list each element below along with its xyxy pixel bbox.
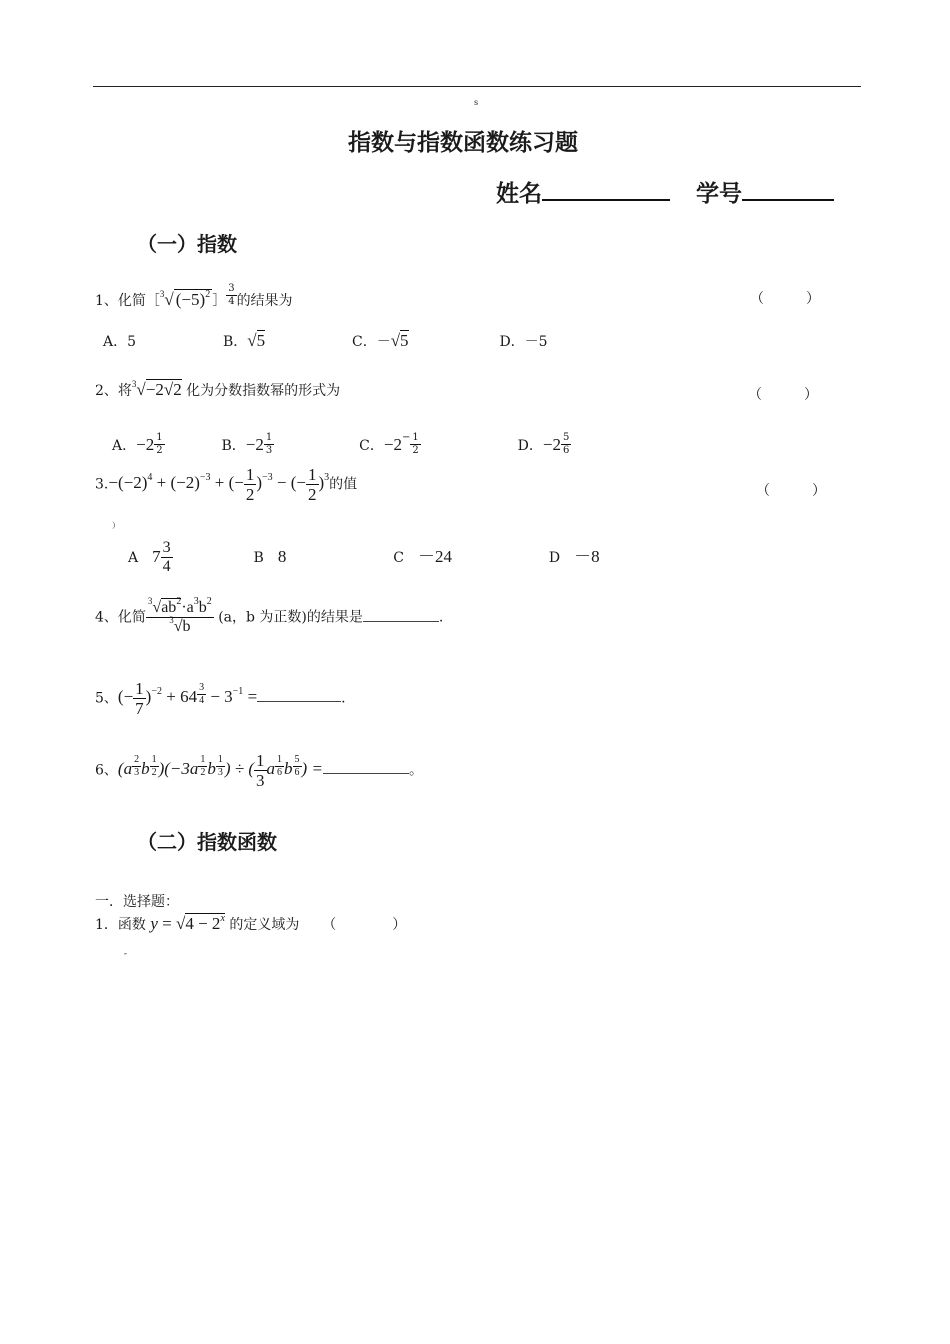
question-5: 5、(− $\frac{1}{7}$ )$^{-2}$ + 64 $\frac{3}{4}$ − $3^{-1}$ = . xyxy=(95,679,346,718)
q3-expression: $-(-2)^4 + (-2)^{-3}$ + (− $\frac{1}{2}$ )$^{-3}$ − (− $\frac{1}{2}$ )$^3$ xyxy=(108,465,330,504)
q6-answer-blank[interactable] xyxy=(323,773,409,774)
header-rule xyxy=(93,86,861,87)
function-q1-answer-paren[interactable]: （ ） xyxy=(322,917,407,933)
q2-option-d[interactable]: D．−2 $\frac{5}{6}$ xyxy=(517,432,570,456)
id-blank[interactable] xyxy=(742,198,834,201)
q2-option-a[interactable]: A．−2 $\frac{1}{2}$ xyxy=(112,432,163,456)
function-expression: y xyxy=(150,914,158,933)
q3-answer-paren[interactable]: （ ） xyxy=(756,483,826,499)
question-6: 6、(a $\frac{2}{3}$ b $\frac{1}{2}$ )(−3a $\frac{1}{2}$ b $\frac{1}{3}$ ) ÷ ( $\frac{1}{3}$ a $\frac{1}{6}$ b $\frac{5}{6}$ ) = 。 xyxy=(95,751,423,790)
q1-option-b[interactable]: B．√5 xyxy=(222,331,266,350)
q3-option-a[interactable]: A 7 $\frac{3}{4}$ xyxy=(128,539,171,575)
section-heading-exponent: （一）指数 xyxy=(137,232,237,256)
q1-option-a[interactable]: A．5 xyxy=(103,334,137,350)
q1-option-c[interactable]: C．－√5 xyxy=(351,331,409,350)
question-4: 4、化简 $\frac{^3√ab^2\cdot a^3b^2}{^3√b}$ (a，b 为正数)的结果是 . xyxy=(95,596,444,635)
student-info xyxy=(496,175,834,208)
q1-options xyxy=(103,331,548,351)
q1-answer-paren[interactable]: （ ） xyxy=(750,291,820,307)
function-q1-note: ″ xyxy=(124,952,127,961)
page-title: 指数与指数函数练习题 xyxy=(348,130,578,156)
question-2: 2、将$^3$√−2√2 化为分数指数幂的形式为 xyxy=(95,379,341,399)
q2-option-b[interactable]: B．−2 $\frac{1}{3}$ xyxy=(221,432,273,456)
part-heading-choice: 一．选择题： xyxy=(95,894,179,910)
q2-options xyxy=(112,432,571,456)
q3-option-c[interactable]: C －24 xyxy=(393,546,452,566)
exponent-3-4: $\frac{3}{4}$ xyxy=(228,283,235,307)
header-mark: s xyxy=(474,98,479,107)
name-blank[interactable] xyxy=(542,198,670,201)
q5-expression: (− $\frac{1}{7}$ )$^{-2}$ + 64 $\frac{3}{4}$ − $3^{-1}$ = xyxy=(117,679,258,718)
section-heading-exponential-function: （二）指数函数 xyxy=(137,830,277,854)
name-label: 姓名 xyxy=(496,181,542,207)
q3-option-b[interactable]: B 8 xyxy=(253,546,287,566)
id-label: 学号 xyxy=(696,181,743,207)
question-3: $3.-(-2)^4 + (-2)^{-3}$ + (− $\frac{1}{2}$ )$^{-3}$ − (− $\frac{1}{2}$ )$^3$的值 xyxy=(95,465,358,504)
q6-expression: (a $\frac{2}{3}$ b $\frac{1}{2}$ )(−3a $\frac{1}{2}$ b $\frac{1}{3}$ ) ÷ ( $\frac{1}{3}$ a $\frac{1}{6}$ b $\frac{5}{6}$ ) = xyxy=(117,751,323,790)
radical-expression: $^3$√−2√2 xyxy=(131,379,182,399)
q5-answer-blank[interactable] xyxy=(257,701,341,702)
q2-answer-paren[interactable]: （ ） xyxy=(748,387,818,403)
q1-option-d[interactable]: D．－5 xyxy=(499,334,548,350)
q2-option-c[interactable]: C．−2− $\frac{1}{2}$ xyxy=(359,432,419,456)
q3-option-d[interactable]: D －8 xyxy=(548,546,600,566)
q3-options xyxy=(128,540,600,575)
q3-note: ） xyxy=(112,521,120,530)
question-1: 1、化简［$^3$√ $(-5)^2$ ］ $\frac{3}{4}$ 的结果为 xyxy=(95,283,293,309)
q4-fraction: $\frac{^3√ab^2\cdot a^3b^2}{^3√b}$ xyxy=(147,596,212,635)
question-function-1: 1．函数 $y = √4 - 2^x$ 的定义域为 （ ） xyxy=(95,913,407,933)
cube-root-expression: $^3$√ $(-5)^2$ xyxy=(159,289,211,309)
q4-answer-blank[interactable] xyxy=(363,621,439,622)
